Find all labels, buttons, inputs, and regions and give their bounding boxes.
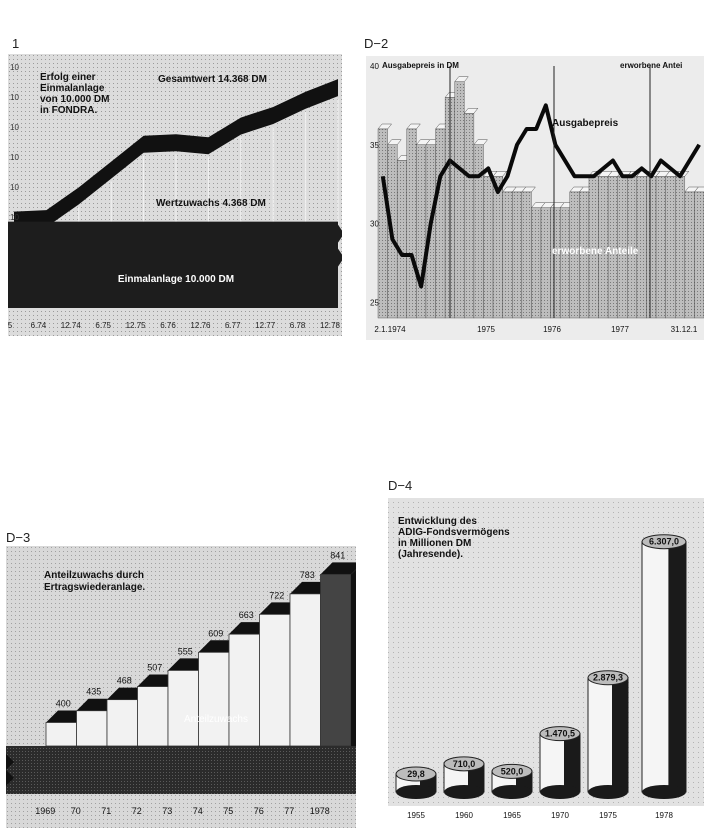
fonds-value-label: 520,0 [500, 766, 524, 777]
anteil-value-label: 841 [330, 550, 346, 561]
erworbene-anteile-bar [560, 208, 570, 318]
x-tick-label: 1955 [407, 811, 425, 820]
x-tick-label: 12.77 [255, 321, 276, 330]
y-tick-label: 10 [10, 123, 19, 132]
x-tick-label: 76 [253, 806, 264, 816]
x-tick-label: 75 [223, 806, 234, 816]
erworbene-anteile-bar [483, 176, 493, 318]
anteil-bar [321, 574, 352, 746]
x-tick-label: 1976 [543, 325, 561, 334]
erworbene-anteile-bar [407, 129, 417, 318]
y-tick-label: 30 [370, 219, 379, 229]
erworbene-anteile-bar [512, 192, 522, 318]
anteil-value-label: 783 [299, 569, 315, 580]
anteil-bar [138, 687, 169, 746]
anteil-value-label: 609 [208, 628, 224, 639]
anteil-value-label: 722 [269, 590, 285, 601]
annotation-gesamtwert: Gesamtwert 14.368 DM [158, 74, 267, 85]
cylinder-base [588, 785, 628, 799]
cylinder-shadow [564, 734, 580, 792]
y-tick-label: 10 [10, 63, 19, 72]
x-tick-label: 6.78 [289, 321, 306, 330]
annotation-einmalanlage: Einmalanlage 10.000 DM [117, 274, 235, 285]
anteil-bar [46, 722, 77, 746]
anteil-value-label: 400 [55, 698, 71, 709]
anteil-bar [290, 594, 321, 746]
anteil-bar [199, 652, 230, 746]
x-tick-label: 12.75 [125, 321, 146, 330]
fonds-value-label: 29,8 [407, 769, 425, 779]
x-tick-label: 71 [101, 806, 112, 816]
erworbene-anteile-bar [397, 161, 407, 319]
erworbene-anteile-bar [493, 176, 503, 318]
x-tick-label: 1978 [309, 806, 330, 816]
axis-title-ausgabepreis: Ausgabepreis in DM [382, 61, 459, 70]
erworbene-anteile-bar [474, 145, 484, 318]
fonds-value-label: 6.307,0 [648, 536, 680, 547]
panel-d3-label: D−3 [6, 530, 31, 545]
anteil-bar [260, 614, 291, 746]
chart-d3-title-line: Anteilzuwachs durch [44, 570, 145, 581]
fonds-value-label: 2.879,3 [592, 672, 624, 683]
chart-d4-title-line: in Millionen DM [398, 538, 472, 549]
chart-1-title-line: in FONDRA. [40, 105, 98, 116]
x-tick-label: 1960 [455, 811, 473, 820]
erworbene-anteile-bar [656, 176, 666, 318]
anteil-value-label: 435 [86, 686, 102, 697]
anteil-bar-side [351, 562, 356, 748]
erworbene-anteile-bar [675, 176, 685, 318]
x-tick-label: 1975 [599, 811, 617, 820]
y-tick-label: 40 [370, 62, 379, 71]
chart-d3-title-line: Ertragswiederanlage. [44, 582, 146, 593]
erworbene-anteile-bar [551, 208, 561, 318]
axis-title-erworbene-anteile: erworbene Antei [620, 61, 683, 70]
anteil-value-label: 507 [147, 662, 163, 673]
x-tick-label: 73 [162, 806, 173, 816]
erworbene-anteile-bar [436, 129, 446, 318]
cylinder-base [540, 785, 580, 799]
erworbene-anteile-bar [646, 176, 656, 318]
anteil-bar [168, 670, 199, 746]
chart-d4-title-line: (Jahresende). [398, 549, 464, 560]
y-tick-label: 10 [10, 153, 19, 162]
panel-1-label: 1 [12, 36, 20, 51]
anteil-bar [229, 634, 260, 746]
erworbene-anteile-bar [464, 113, 474, 318]
erworbene-anteile-bar [378, 129, 388, 318]
chart-1-title-line: Erfolg einer [40, 72, 96, 83]
x-tick-label: 77 [284, 806, 295, 816]
x-tick-label: 5 [8, 321, 13, 330]
x-tick-label: 1965 [503, 811, 521, 820]
chart-1-title-line: von 10.000 DM [40, 94, 110, 105]
anteil-value-label: 555 [177, 646, 193, 657]
x-tick-label: 6.76 [160, 321, 176, 330]
y-tick-label: 10 [10, 93, 19, 102]
x-tick-label: 6.74 [30, 321, 47, 330]
x-tick-label: 70 [70, 806, 81, 816]
y-tick-label: 10 [10, 213, 19, 222]
erworbene-anteile-bar [416, 145, 426, 318]
x-tick-label: 6.75 [95, 321, 111, 330]
y-tick-label: 25 [370, 298, 379, 308]
annotation-anteilzuwachs: Anteilzuwachs [184, 714, 248, 725]
panel-d2-label: D−2 [364, 36, 389, 51]
x-tick-label: 1978 [655, 811, 673, 820]
x-tick-label: 12.78 [319, 321, 341, 330]
cylinder-base [444, 785, 484, 799]
chart-d4-title-line: Entwicklung des [398, 516, 477, 527]
anteil-bar [77, 711, 108, 746]
anteil-value-label: 468 [116, 675, 132, 686]
x-tick-label: 12.74 [60, 321, 81, 330]
chart-d4 [382, 496, 704, 828]
x-tick-label: 72 [131, 806, 142, 816]
erworbene-anteile-bar [503, 192, 513, 318]
x-tick-label: 31.12.1 [670, 325, 698, 334]
erworbene-anteile-bar [685, 192, 695, 318]
chart-d2 [366, 56, 704, 340]
chart-1 [8, 54, 342, 336]
chart-d3-base-slab [6, 746, 356, 794]
chart-d3 [6, 546, 356, 828]
erworbene-anteile-bar [694, 192, 704, 318]
cylinder-base [492, 785, 532, 799]
fonds-value-label: 1.470,5 [544, 728, 576, 739]
chart-d4-title-line: ADIG-Fondsvermögens [398, 527, 510, 538]
cylinder-shadow [612, 678, 628, 792]
anteil-bar [107, 700, 138, 746]
x-tick-label: 74 [192, 806, 203, 816]
x-tick-label: 1977 [611, 325, 629, 334]
series-einmalanlage-block [8, 222, 338, 308]
annotation-wertzuwachs: Wertzuwachs 4.368 DM [156, 198, 266, 209]
panel-d4-label: D−4 [388, 478, 413, 493]
erworbene-anteile-bar [541, 208, 551, 318]
x-tick-label: 1969 [35, 806, 56, 816]
x-tick-label: 1975 [477, 325, 495, 334]
annotation-ausgabepreis: Ausgabepreis [552, 118, 619, 129]
erworbene-anteile-bar [522, 192, 532, 318]
cylinder-base [396, 785, 436, 799]
x-tick-label: 2.1.1974 [374, 325, 406, 334]
cylinder-shadow [668, 542, 686, 792]
x-tick-label: 6.77 [225, 321, 241, 330]
y-tick-label: 35 [370, 140, 379, 150]
chart-1-title-line: Einmalanlage [40, 83, 105, 94]
fonds-value-label: 710,0 [452, 758, 476, 769]
anteil-value-label: 663 [238, 610, 254, 621]
x-tick-label: 1970 [551, 811, 569, 820]
cylinder-base [642, 785, 686, 799]
erworbene-anteile-bar [455, 82, 465, 318]
y-tick-label: 10 [10, 183, 19, 192]
x-tick-label: 12.76 [190, 321, 211, 330]
erworbene-anteile-bar [666, 176, 676, 318]
annotation-erworbene-anteile: erworbene Anteile [552, 246, 639, 257]
erworbene-anteile-bar [531, 208, 541, 318]
